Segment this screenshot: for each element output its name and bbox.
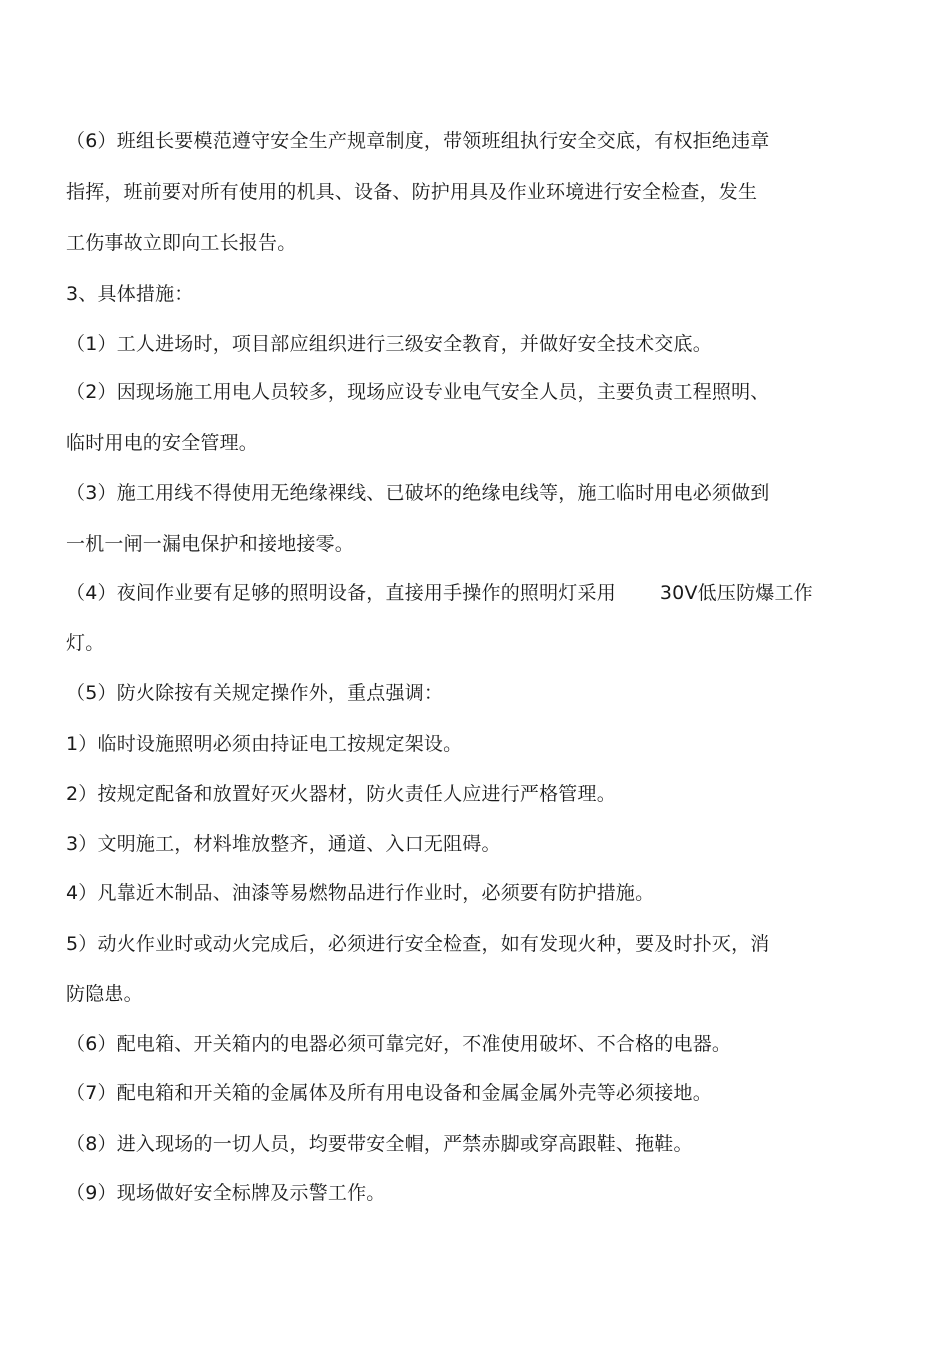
paragraph-line: 临时用电的安全管理。: [66, 432, 259, 454]
paragraph-line: 指挥，班前要对所有使用的机具、设备、防护用具及作业环境进行安全检查，发生: [66, 181, 758, 203]
list-item: 2）按规定配备和放置好灭火器材，防火责任人应进行严格管理。: [66, 783, 616, 805]
paragraph-line: 一机一闸一漏电保护和接地接零。: [66, 533, 355, 555]
paragraph-line: 工伤事故立即向工长报告。: [66, 232, 297, 254]
paragraph-line: （2）因现场施工用电人员较多，现场应设专业电气安全人员，主要负责工程照明、: [66, 381, 770, 403]
paragraph-line: （9）现场做好安全标牌及示警工作。: [66, 1182, 386, 1204]
list-item: 3）文明施工，材料堆放整齐，通道、入口无阻碍。: [66, 833, 501, 855]
paragraph-line: （1）工人进场时，项目部应组织进行三级安全教育，并做好安全技术交底。: [66, 333, 712, 355]
paragraph-line: 灯。: [66, 632, 105, 654]
list-item: 4）凡靠近木制品、油漆等易燃物品进行作业时，必须要有防护措施。: [66, 882, 655, 904]
paragraph-line: （5）防火除按有关规定操作外，重点强调：: [66, 682, 444, 704]
paragraph-line: [66, 581, 813, 605]
list-item: 5）动火作业时或动火完成后，必须进行安全检查，如有发现火种，要及时扑灭，消: [66, 933, 770, 955]
section-heading: 3、具体措施：: [66, 283, 194, 305]
paragraph-line: （3）施工用线不得使用无绝缘裸线、已破坏的绝缘电线等，施工临时用电必须做到: [66, 482, 770, 504]
paragraph-line: （6）班组长要模范遵守安全生产规章制度，带领班组执行安全交底，有权拒绝违章: [66, 130, 770, 152]
paragraph-line: （8）进入现场的一切人员，均要带安全帽，严禁赤脚或穿高跟鞋、拖鞋。: [66, 1133, 693, 1155]
list-item: 1）临时设施照明必须由持证电工按规定架设。: [66, 733, 463, 755]
paragraph-line: （7）配电箱和开关箱的金属体及所有用电设备和金属金属外壳等必须接地。: [66, 1082, 712, 1104]
paragraph-line: （6）配电箱、开关箱内的电器必须可靠完好，不准使用破坏、不合格的电器。: [66, 1033, 732, 1055]
paragraph-text: （4）夜间作业要有足够的照明设备，直接用手操作的照明灯采用: [66, 582, 616, 604]
list-item: 防隐患。: [66, 983, 143, 1005]
paragraph-text: 30V低压防爆工作: [659, 582, 813, 604]
